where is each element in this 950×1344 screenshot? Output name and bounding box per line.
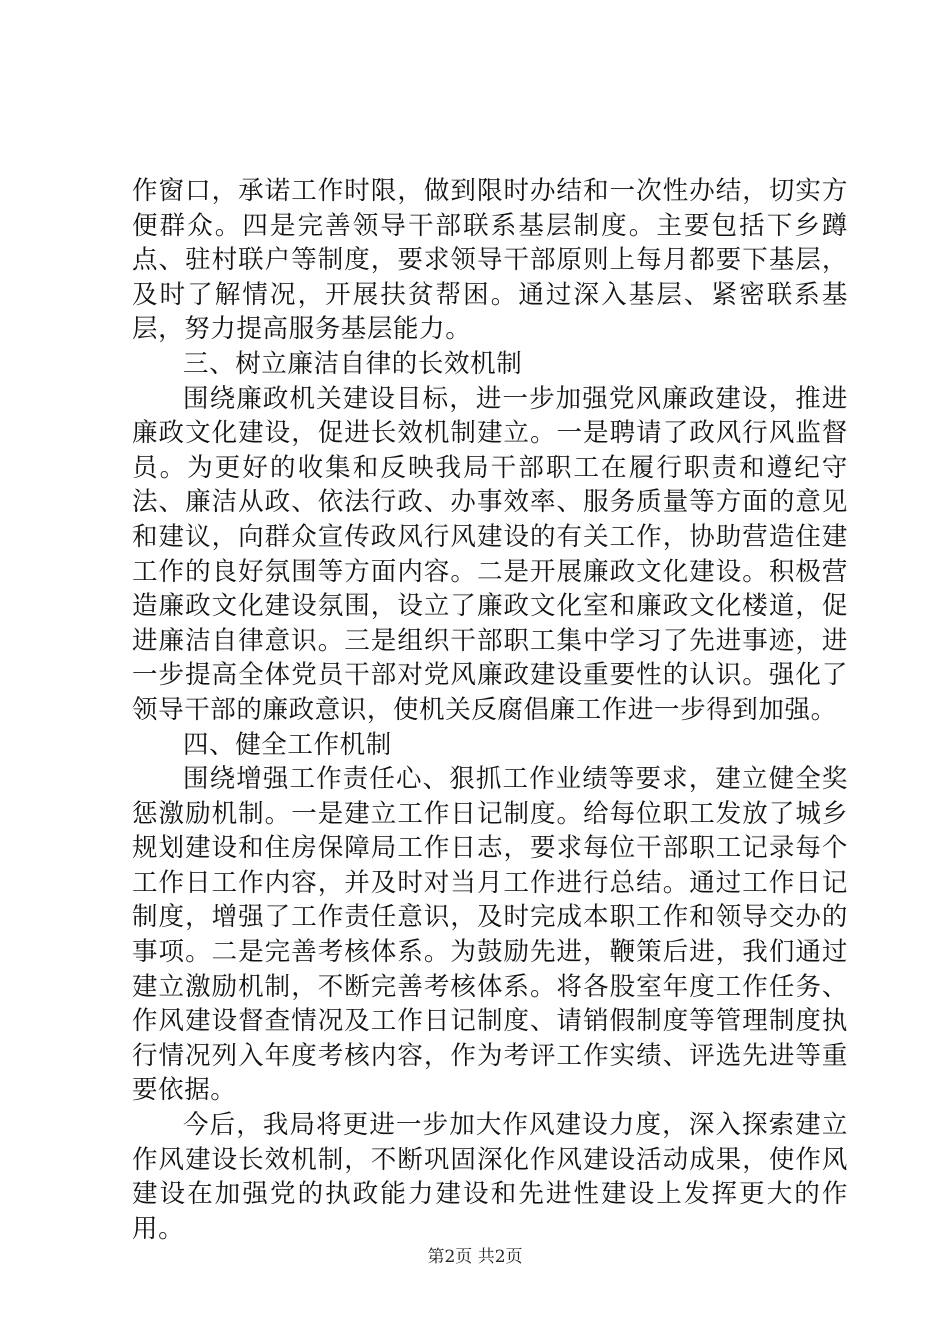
paragraph-conclusion: 今后，我局将更进一步加大作风建设力度，深入探索建立作风建设长效机制，不断巩固深化作风建设活动成果，使作风建设在加强党的执政能力建设和先进性建设上发挥更大的作用。 (132, 1110, 848, 1244)
section-heading-3: 三、树立廉洁自律的长效机制 (183, 348, 523, 379)
paragraph-integrity: 围绕廉政机关建设目标，进一步加强党风廉政建设，推进廉政文化建设，促进长效机制建立。一是聘请了政风行风监督员。为更好的收集和反映我局干部职工在履行职责和遵纪守法、廉洁从政、依法行政、办事效率、服务质量等方面的意见和建议，向群众宣传政风行风建设的有关工作，协助营造住建工作的良好氛围等方面内容。二是开展廉政文化建设。积极营造廉政文化建设氛围，设立了廉政文化室和廉政文化楼道，促进廉洁自律意识。三是组织干部职工集中学习了先进事迹，进一步提高全体党员干部对党风廉政建设重要性的认识。强化了领导干部的廉政意识，使机关反腐倡廉工作进一步得到加强。 (132, 383, 848, 725)
document-body (132, 174, 848, 1246)
paragraph-work-mechanism: 围绕增强工作责任心、狠抓工作业绩等要求，建立健全奖惩激励机制。一是建立工作日记制度。给每位职工发放了城乡规划建设和住房保障局工作日志，要求每位干部职工记录每个工作日工作内容，并及时对当月工作进行总结。通过工作日记制度，增强了工作责任意识，及时完成本职工作和领导交办的事项。二是完善考核体系。为鼓励先进，鞭策后进，我们通过建立激励机制，不断完善考核体系。将各股室年度工作任务、作风建设督查情况及工作日记制度、请销假制度等管理制度执行情况列入年度考核内容，作为考评工作实绩、评选先进等重要依据。 (132, 764, 848, 1106)
page-number-footer: 第2页 共2页 (427, 1247, 523, 1267)
paragraph-continued: 作窗口，承诺工作时限，做到限时办结和一次性办结，切实方便群众。四是完善领导干部联系基层制度。主要包括下乡蹲点、驻村联户等制度，要求领导干部原则上每月都要下基层，及时了解情况，开展扶贫帮困。通过深入基层、紧密联系基层，努力提高服务基层能力。 (132, 176, 848, 345)
section-heading-4: 四、健全工作机制 (183, 729, 392, 760)
